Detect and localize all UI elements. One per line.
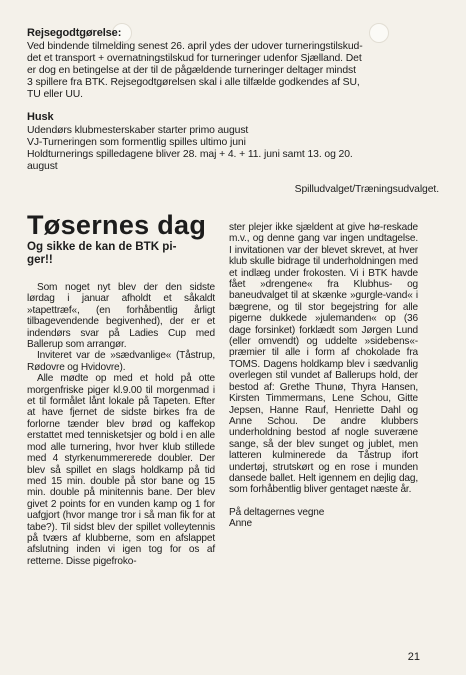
paragraph-line: 3 spillere fra BTK. Rejsegodtgørelsen skal i alle tilfælde godkendes af SU,	[27, 77, 360, 88]
page-number: 21	[407, 651, 420, 663]
punch-hole-top-right	[369, 23, 389, 43]
article-headline: Tøsernes dag	[27, 210, 207, 240]
article-paragraph: ster plejer ikke sjældent at give hø-reskade m.v., og denne gang var ingen undtagelse. I invitationen var der blevet skrevet, at hver klub skulle bidrage til underholdningen med et indlæg under frokosten. Vi i BTK havde fået »drengene« fra Klubhus- og baneudvalget til at skænke »gurgle-vand« i bægrene, og til stor begejstring for alle pigerne dukkede »julemanden« op (36 dage forsinket) forklædt som Jørgen Lund (eller omvendt) og uddelte »sidebens«-præmier til alle i form af chokolade fra TOMS. Dagens holdkamp blev i sædvanlig overlegen stil vundet af Ballerups hold, der bestod af: Grethe Thunø, Thyra Hansen, Kirsten Timmermans, Lene Schou, Gitte Jepsen, Hanne Rauf, Henriette Dahl og Anne Schou. De andre klubbers underholdning bestod af nogle suveræne sange, så der blev sunget og jublet, men latteren kulminerede da Tåstrup ifort undertøj, strutskørt og en rose i munden dansede ballet. Helt igennem en dejlig dag, som forhåbentlig bliver gentaget næste år.	[229, 222, 418, 496]
article-paragraph: Som noget nyt blev der den sidste lørdag i januar afholdt et såkaldt »tapettræf«, (en forhåbentlig årligt tilbagevendende begivenhed), der er et indendørs svar på Ladies Cup med Ballerup som arrangør.	[27, 282, 215, 351]
paragraph-line: VJ-Turneringen som formentlig spilles ultimo juni	[27, 137, 246, 148]
paragraph-line: TU eller UU.	[27, 89, 83, 100]
article-signoff: På deltagernes vegne	[229, 506, 325, 518]
article-author: Anne	[229, 518, 252, 530]
article-subheadline-line: Og sikke de kan de BTK pi-	[27, 240, 177, 253]
section-heading-rejsegodtgoerelse: Rejsegodtgørelse:	[27, 27, 122, 39]
article-paragraph: Alle mødte op med et hold på otte morgenfriske piger kl.9.00 til morgenmad i et til formålet lånt lokale på Tapeten. Efter at have fjernet de sidste birkes fra de forlorne tænder blev brød og kaffekop erstattet med tennisketsjer og bold i en alle mod alle turnering, hvor hver klub stillede med 4 styrkenummererede doubler. Der blev så spillet en slags holdkamp på tid med 15 min. double på stor bane og 15 min. double på minitennis bane. Der blev givet 2 points for en vunden kamp og 1 for uafgjort (hvor mange tror i så man fik for at tabe?). Til sidst blev der spillet volleytennis på tværs af klubberne, som en afslappet afslutning inden vi igen tog for os af retterne. Disse pigefroko-	[27, 373, 215, 567]
article-right-column	[229, 222, 418, 530]
paragraph-line: er dog en betingelse at der til de pågældende turneringer deltager mindst	[27, 65, 356, 76]
signature-line: Spilludvalget/Træningsudvalget.	[294, 184, 439, 195]
article-subheadline-line: ger!!	[27, 253, 53, 266]
paragraph-line: Ved bindende tilmelding senest 26. april ydes der udover turneringstilskud-	[27, 41, 363, 52]
article-paragraph: Inviteret var de »sædvanlige« (Tåstrup, Rødovre og Hvidovre).	[27, 350, 215, 373]
section-heading-husk: Husk	[27, 111, 54, 123]
paragraph-line: Holdturnerings spilledagene bliver 28. maj + 4. + 11. juni samt 13. og 20.	[27, 149, 353, 160]
paragraph-line: Udendørs klubmesterskaber starter primo august	[27, 125, 249, 136]
paragraph-line: det et transport + overnatningstilskud for turneringer udenfor Sjælland. Det	[27, 53, 362, 64]
article-left-column	[27, 282, 215, 567]
paragraph-line: august	[27, 161, 58, 172]
